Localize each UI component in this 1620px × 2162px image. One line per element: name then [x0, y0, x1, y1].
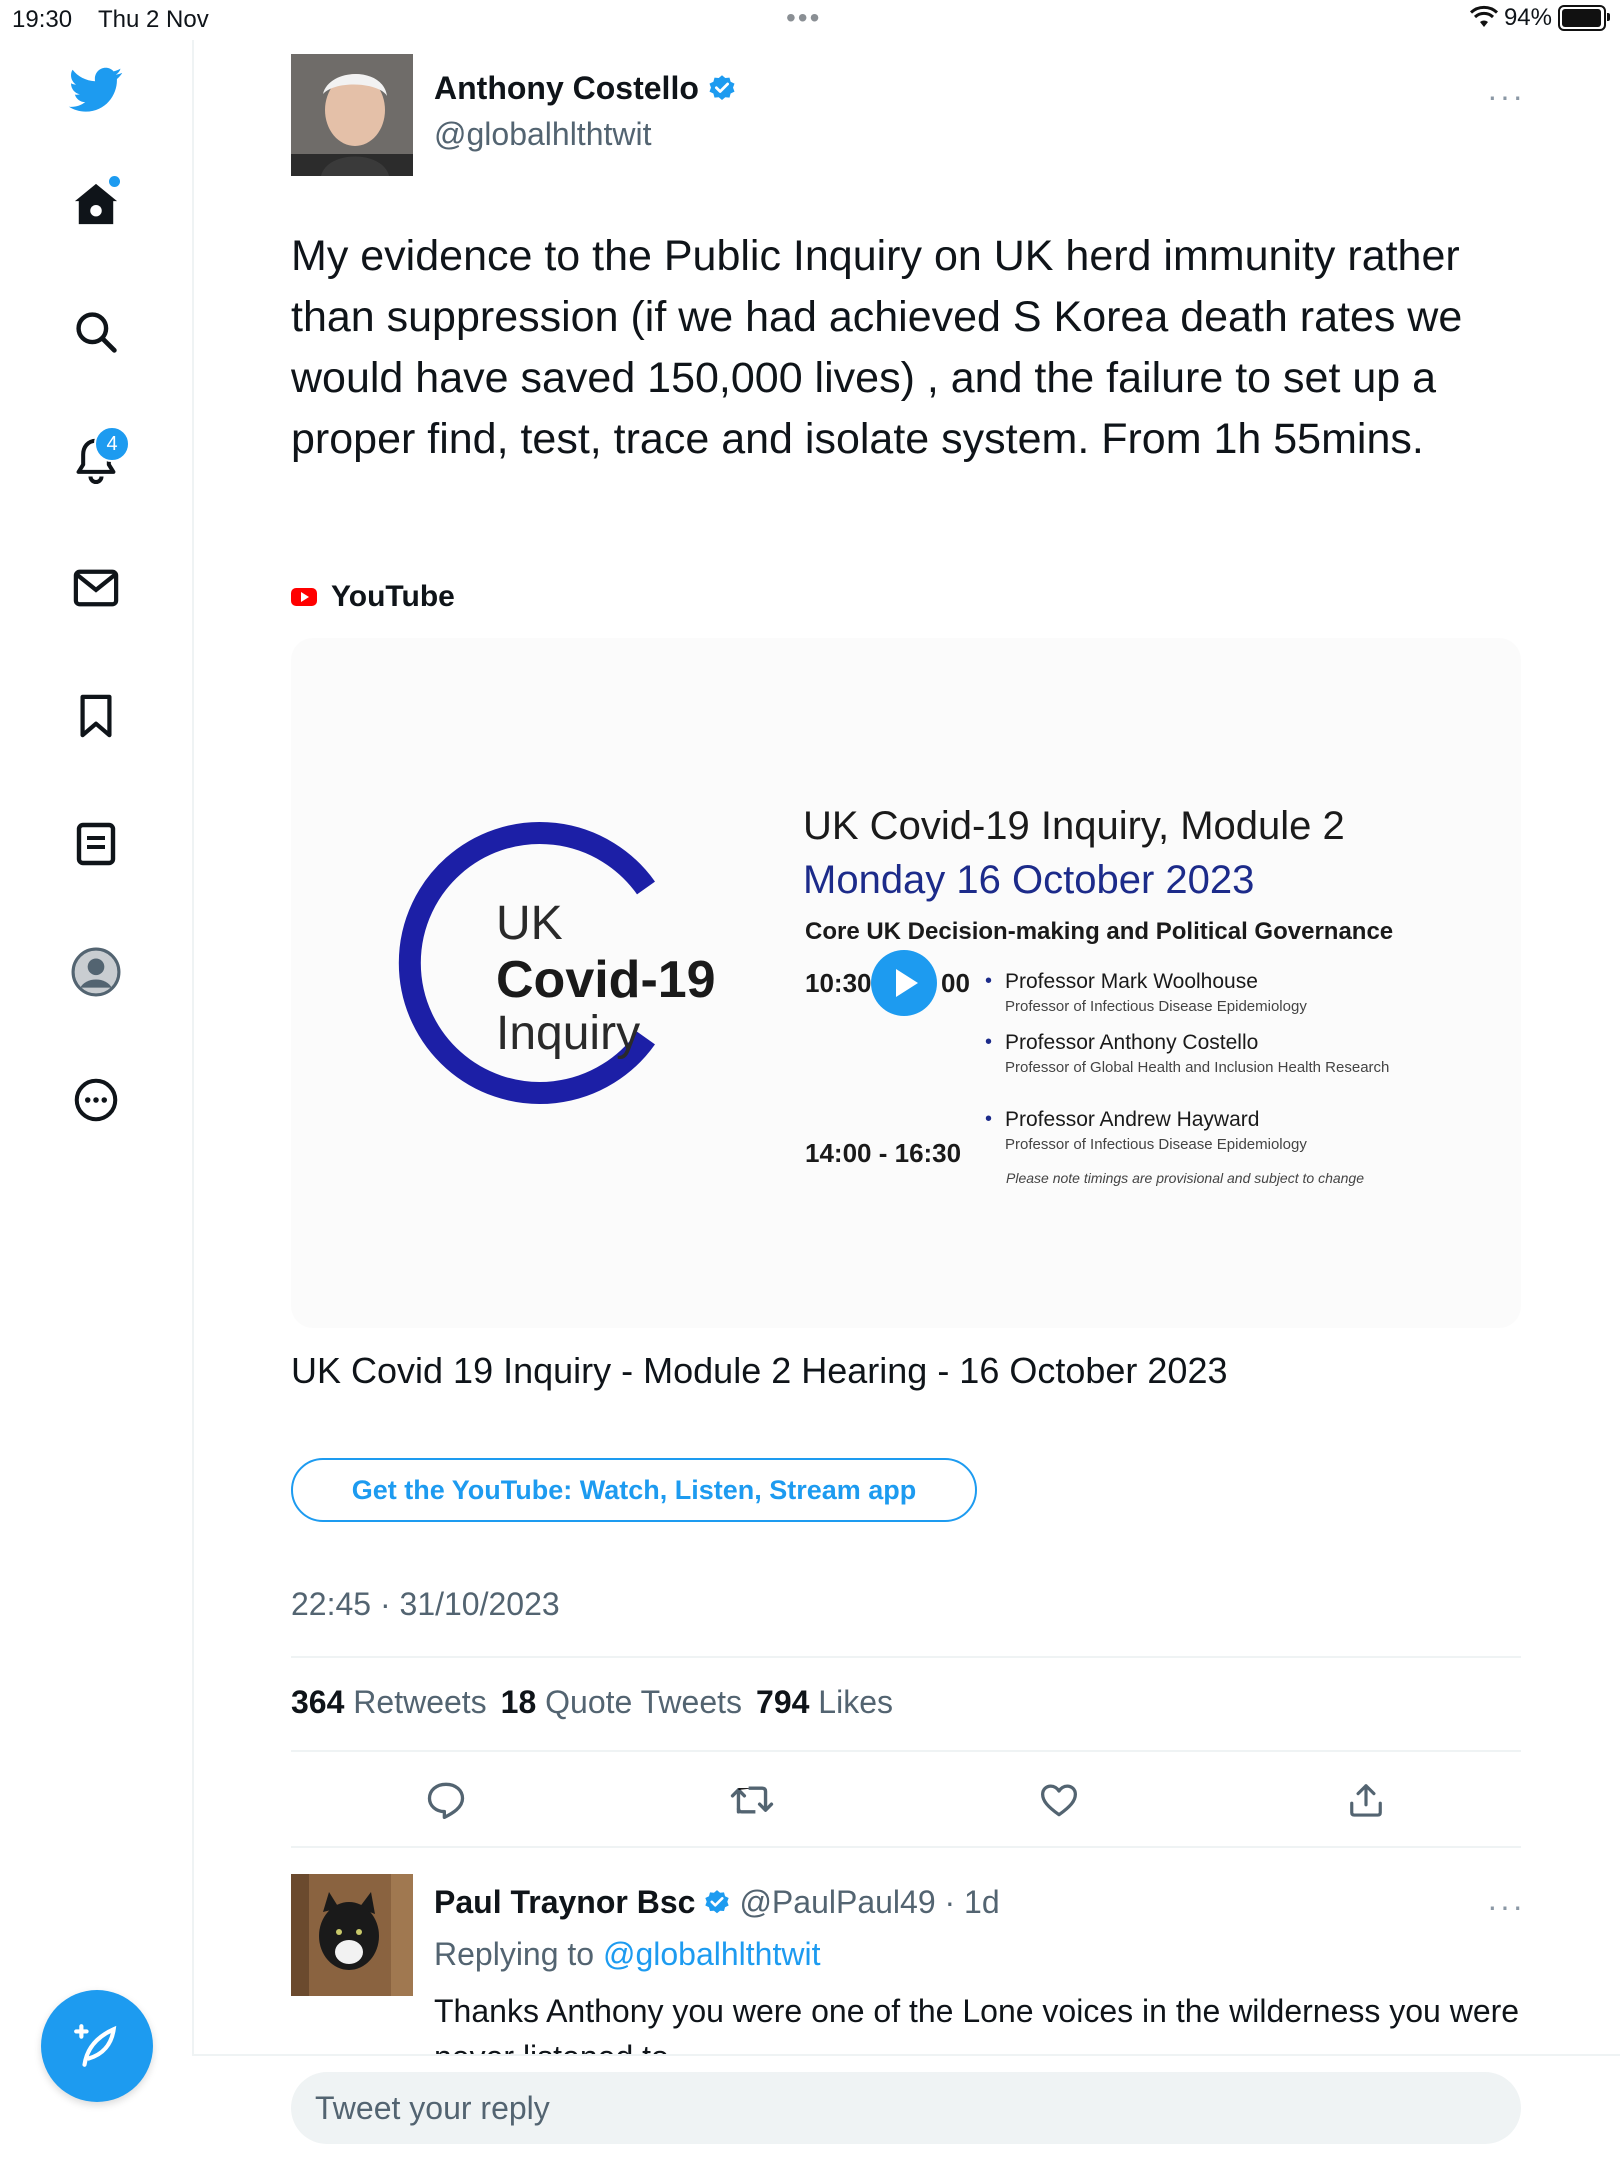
bullet: •	[985, 1108, 993, 1130]
tweet-timestamp[interactable]: 22:45 · 31/10/2023	[291, 1586, 560, 1622]
nav-messages[interactable]	[66, 558, 126, 618]
professor-2-name: Professor Anthony Costello	[1005, 1031, 1259, 1054]
reply-composer-bar	[192, 2054, 1620, 2162]
author-handle[interactable]: @globalhlthtwit	[434, 116, 652, 152]
professor-2-title: Professor of Global Health and Inclusion Health Research	[1005, 1059, 1390, 1076]
verified-badge-icon	[703, 1889, 731, 1917]
envelope-icon	[73, 568, 119, 608]
replying-to	[434, 1936, 820, 1973]
play-button-icon[interactable]	[871, 950, 937, 1016]
youtube-logo-icon	[291, 588, 317, 606]
bullet: •	[985, 970, 993, 992]
reply-author-avatar[interactable]	[291, 1874, 413, 1996]
heart-icon	[1039, 1782, 1079, 1818]
reply-text: Thanks Anthony you were one of the Lone voices in the wilderness you were	[434, 1993, 1520, 2029]
link-source	[291, 580, 455, 614]
slot2-time: 14:00 - 16:30	[805, 1138, 962, 1168]
nav-explore[interactable]	[66, 302, 126, 362]
status-right	[1470, 4, 1606, 32]
home-unread-dot	[109, 176, 120, 187]
divider	[291, 1750, 1521, 1752]
source-label: YouTube	[331, 580, 455, 613]
verified-badge-icon	[707, 74, 737, 104]
schedule-subtitle: Core UK Decision-making and Political Governance	[805, 918, 1394, 945]
nav-notifications[interactable]	[66, 430, 126, 490]
multitasking-dots-icon[interactable]: •••	[786, 2, 822, 33]
professor-1-name: Professor Mark Woolhouse	[1005, 970, 1258, 993]
tweet-reply-input[interactable]	[291, 2072, 1521, 2144]
bullet: •	[985, 1031, 993, 1053]
nav-home[interactable]	[66, 174, 126, 234]
reply-author-name[interactable]: Paul Traynor Bsc	[434, 1884, 696, 1920]
nav-bookmarks[interactable]	[66, 686, 126, 746]
professor-1-title: Professor of Infectious Disease Epidemiology	[1005, 998, 1307, 1015]
wifi-icon	[1470, 7, 1498, 29]
status-date: Thu 2 Nov	[98, 6, 209, 33]
youtube-video-card[interactable]	[291, 638, 1521, 1328]
list-icon	[76, 822, 116, 866]
video-card-title[interactable]: UK Covid 19 Inquiry - Module 2 Hearing - 16 October 2023	[291, 1350, 1228, 1391]
professor-3-name: Professor Andrew Hayward	[1005, 1108, 1260, 1131]
tweet-actions	[291, 1770, 1521, 1830]
status-time: 19:30	[12, 6, 73, 33]
reply-bubble-icon	[426, 1781, 466, 1819]
battery-percent: 94%	[1503, 4, 1552, 31]
schedule-title: UK Covid-19 Inquiry, Module 2	[803, 804, 1345, 848]
slot1-time-end: 00	[941, 968, 970, 998]
schedule-date: Monday 16 October 2023	[803, 858, 1255, 902]
profile-avatar-icon	[71, 947, 121, 997]
replying-prefix: Replying to	[434, 1936, 595, 1972]
logo-text-uk: UK	[496, 897, 563, 950]
quotes-count: 18	[500, 1684, 537, 1720]
share-icon	[1347, 1781, 1385, 1819]
retweets-count: 364	[291, 1684, 345, 1720]
retweet-button[interactable]	[722, 1770, 782, 1830]
likes-count: 794	[756, 1684, 810, 1720]
more-circle-icon	[74, 1078, 118, 1122]
reply-more-options-icon[interactable]: ···	[1487, 1888, 1525, 1924]
home-icon	[73, 182, 119, 226]
quote-tweets-stat[interactable]	[501, 1684, 742, 1721]
quotes-label: Quote Tweets	[545, 1684, 743, 1720]
compose-feather-icon	[72, 2021, 122, 2071]
nav-profile[interactable]	[66, 942, 126, 1002]
share-button[interactable]	[1336, 1770, 1396, 1830]
likes-stat[interactable]	[756, 1684, 893, 1721]
reply-button[interactable]	[416, 1770, 476, 1830]
reply-handle-time[interactable]: @PaulPaul49 · 1d	[739, 1884, 1000, 1920]
like-button[interactable]	[1029, 1770, 1089, 1830]
author-name[interactable]	[434, 70, 737, 107]
retweets-stat[interactable]	[291, 1684, 487, 1721]
sidebar	[0, 40, 194, 2160]
slot1-time: 10:30	[805, 968, 872, 998]
bookmark-icon	[78, 693, 114, 739]
divider	[291, 1846, 1521, 1848]
divider	[291, 1656, 1521, 1658]
author-name-text: Anthony Costello	[434, 70, 699, 106]
professor-3-title: Professor of Infectious Disease Epidemiology	[1005, 1136, 1307, 1153]
tweet-more-options-icon[interactable]: ···	[1487, 78, 1525, 114]
retweet-icon	[730, 1783, 774, 1817]
compose-tweet-button[interactable]	[41, 1990, 153, 2102]
logo-text-inquiry: Inquiry	[496, 1007, 641, 1060]
tweet-detail	[192, 40, 1620, 2120]
logo-text-covid: Covid-19	[496, 951, 716, 1009]
status-bar	[0, 0, 1620, 40]
twitter-logo-icon[interactable]	[66, 60, 126, 120]
nav-more[interactable]	[66, 1070, 126, 1130]
search-icon	[74, 310, 118, 354]
tweet-stats	[291, 1684, 893, 1721]
retweets-label: Retweets	[353, 1684, 487, 1720]
get-youtube-app-button[interactable]: Get the YouTube: Watch, Listen, Stream app	[291, 1458, 977, 1522]
tweet-text: My evidence to the Public Inquiry on UK herd immunity rather than suppression (if we had achieved S Korea death rates we would have saved 150,000 lives) , and the failure to set up a proper find, test, trace and isolate system. From 1h 55mins.	[291, 232, 1463, 463]
nav-lists[interactable]	[66, 814, 126, 874]
likes-label: Likes	[818, 1684, 893, 1720]
notifications-badge: 4	[94, 426, 130, 462]
schedule-note: Please note timings are provisional and subject to change	[1006, 1170, 1364, 1186]
battery-icon	[1558, 5, 1606, 31]
author-avatar[interactable]	[291, 54, 413, 176]
replying-handle-link[interactable]: @globalhlthtwit	[602, 1936, 821, 1972]
reply-header	[434, 1884, 1000, 1921]
